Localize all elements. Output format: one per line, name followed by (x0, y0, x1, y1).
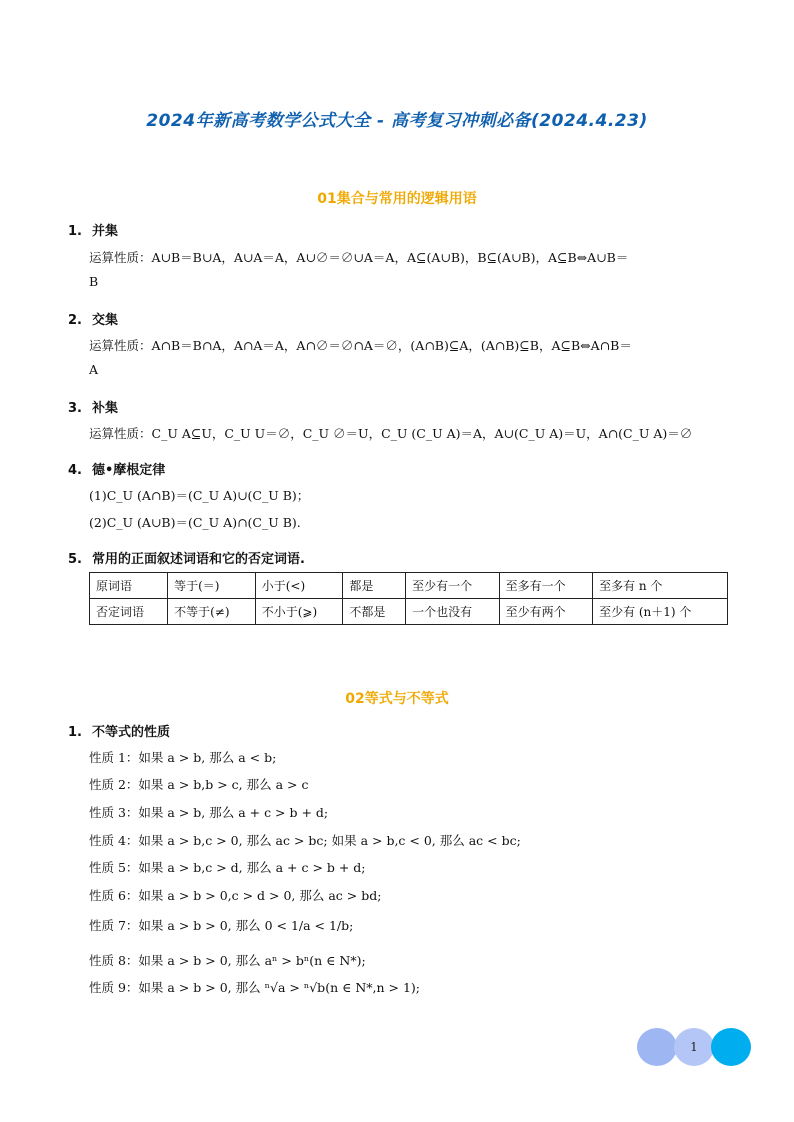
document-title: 2024年新高考数学公式大全 - 高考复习冲刺必备(2024.4.23) (146, 111, 648, 131)
heading-inequality-properties: 1. 不等式的性质 (68, 725, 171, 740)
heading-complement: 3. 补集 (68, 401, 119, 416)
table-cell: 至少有两个 (499, 599, 592, 625)
property-4: 性质 4：如果 a > b,c > 0, 那么 ac > bc; 如果 a > b,c < 0, 那么 ac < bc; (89, 833, 521, 848)
table-cell: 都是 (343, 573, 406, 599)
heading-intersection: 2. 交集 (68, 313, 119, 328)
heading-union: 1. 并集 (68, 224, 119, 239)
table-row (90, 599, 728, 625)
property-7: 性质 7：如果 a > b > 0, 那么 0 < 1/a < 1/b; (89, 918, 354, 933)
table-cell: 至多有 n 个 (593, 573, 728, 599)
negation-table (89, 572, 728, 625)
property-9: 性质 9：如果 a > b > 0, 那么 ⁿ√a > ⁿ√b(n ∈ N*,n > 1); (89, 980, 420, 995)
intersection-properties-line-1: 运算性质：A∩B＝B∩A，A∩A＝A，A∩∅＝∅∩A＝∅，(A∩B)⊆A，(A∩B)⊆B，A⊆B⇔A∩B＝ (89, 338, 632, 353)
property-6: 性质 6：如果 a > b > 0,c > d > 0, 那么 ac > bd; (89, 888, 382, 903)
table-cell: 至多有一个 (499, 573, 592, 599)
de-morgan-law-1: (1)C_U (A∩B)＝(C_U A)∪(C_U B)； (89, 488, 310, 503)
heading-de-morgan: 4. 德•摩根定律 (68, 463, 166, 478)
page-number: 1 (690, 1040, 698, 1054)
table-row (90, 573, 728, 599)
table-cell: 否定词语 (90, 599, 168, 625)
de-morgan-law-2: (2)C_U (A∪B)＝(C_U A)∩(C_U B). (89, 515, 301, 530)
property-2: 性质 2：如果 a > b,b > c, 那么 a > c (89, 777, 309, 792)
property-5: 性质 5：如果 a > b,c > d, 那么 a + c > b + d; (89, 860, 366, 875)
badge-circle-decoration (711, 1028, 751, 1066)
section-title-sets: 01集合与常用的逻辑用语 (317, 191, 477, 207)
page-number-badge (637, 1028, 751, 1066)
table-cell: 至少有 (n＋1) 个 (593, 599, 728, 625)
table-cell: 等于(＝) (168, 573, 256, 599)
table-cell: 不都是 (343, 599, 406, 625)
badge-circle-decoration (637, 1028, 677, 1066)
table-cell: 小于(<) (255, 573, 343, 599)
property-3: 性质 3：如果 a > b, 那么 a + c > b + d; (89, 805, 329, 820)
table-cell: 不等于(≠) (168, 599, 256, 625)
property-1: 性质 1：如果 a > b, 那么 a < b; (89, 750, 277, 765)
heading-negation-words: 5. 常用的正面叙述词语和它的否定词语. (68, 552, 305, 567)
intersection-properties-line-2: A (89, 362, 99, 377)
table-cell: 不小于(⩾) (255, 599, 343, 625)
property-8: 性质 8：如果 a > b > 0, 那么 aⁿ > bⁿ(n ∈ N*); (89, 953, 366, 968)
union-properties-line-2: B (89, 274, 99, 289)
union-properties-line-1: 运算性质：A∪B＝B∪A，A∪A＝A，A∪∅＝∅∪A＝A，A⊆(A∪B)，B⊆(A∪B)，A⊆B⇔A∪B＝ (89, 250, 629, 265)
section-title-inequalities: 02等式与不等式 (345, 691, 449, 707)
table-cell: 一个也没有 (406, 599, 499, 625)
table-cell: 至少有一个 (406, 573, 499, 599)
table-cell: 原词语 (90, 573, 168, 599)
complement-properties-line: 运算性质：C_U A⊆U，C_U U＝∅，C_U ∅＝U，C_U (C_U A)＝A，A∪(C_U A)＝U，A∩(C_U A)＝∅ (89, 426, 693, 441)
